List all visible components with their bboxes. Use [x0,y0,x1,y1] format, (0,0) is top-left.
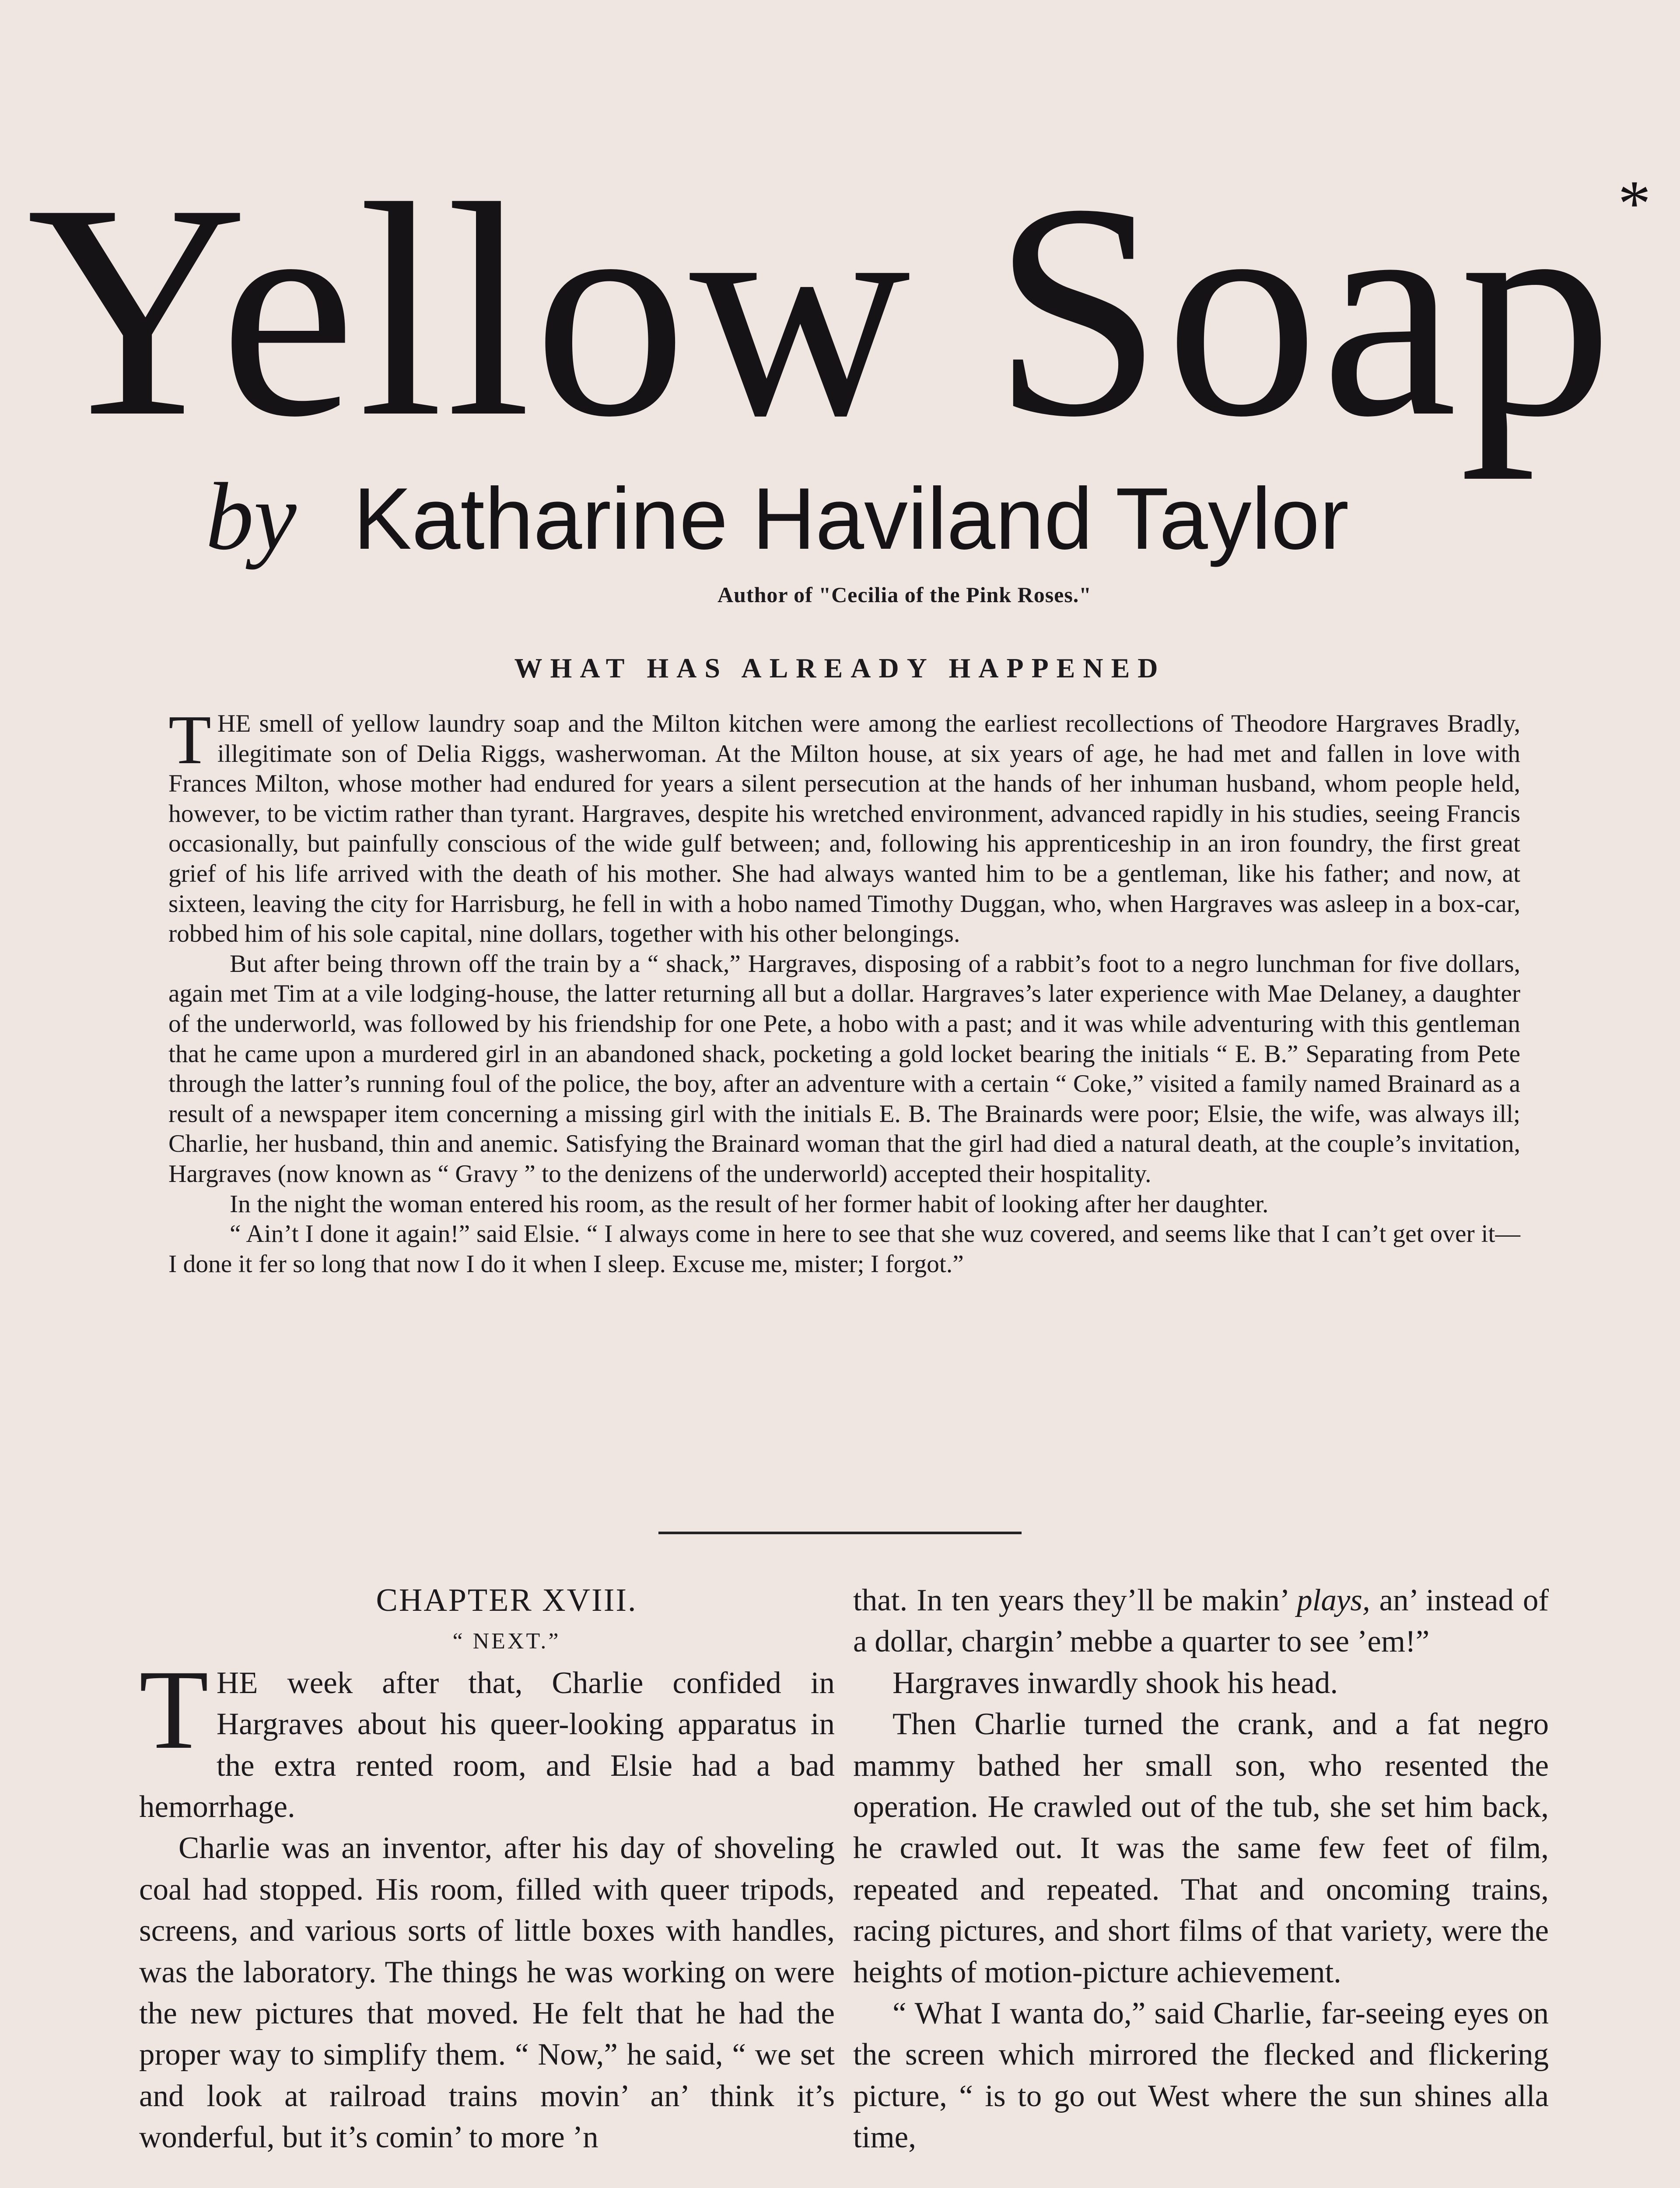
recap-paragraph: But after being thrown off the train by a “ shack,” Hargraves, disposing of a rabbit’s foot to a negro lunchman for five dollars, again met Tim at a vile lodging-house, the latter returning all but a dollar. Hargraves’s later experience with Mae Delaney, a daughter of the underworld, was followed by his friendship for one Pete, a hobo with a past; and it was while adventuring with this gentleman that he came upon a murdered girl in an abandoned shack, pocketing a gold locket bearing the initials “ E. B.” Separating from Pete through the latter’s running foul of the police, the boy, after an adventure with a certain “ Coke,” visited a family named Brainard as a result of a newspaper item concerning a missing girl with the initials E. B. The Brainards were poor; Elsie, the wife, was always ill; Charlie, her husband, thin and anemic. Satisfying the Brainard woman that the girl had died a natural death, at the couple’s invitation, Hargraves (now known as “ Gravy ” to the denizens of the underworld) accepted their hospitality. [168,950,1520,1188]
body-paragraph: Then Charlie turned the crank, and a fat negro mammy bathed her small son, who resented the operation. He crawled out of the tub, she set him back, he crawled out. It was the same few feet of film, repeated and repeated. That and oncoming trains, racing pictures, and short films of that variety, were the heights of motion-picture achievement. [853,1707,1549,1989]
recap-paragraph: In the night the woman entered his room, as the result of her former habit of looking after her daughter. [230,1190,1269,1218]
body-paragraph-text: HE week after that, Charlie confided in Hargraves about his queer-looking apparatus in the extra rented room, and Elsie had a bad hemorrhage. [139,1666,835,1824]
section-divider [658,1532,1022,1534]
author-name: Katharine Haviland Taylor [353,470,1349,568]
recap-synopsis [168,701,1520,1279]
recap-dropcap: T [168,701,211,778]
story-title-text: Yellow Soap [26,141,1616,480]
copyright-mark: * [1618,167,1654,240]
emphasis-text: plays, [1297,1583,1370,1617]
left-column [139,1580,835,2158]
story-title [0,141,1680,480]
body-paragraph: “ What I wanta do,” said Charlie, far-seeing eyes on the screen which mirrored the flecked and flickering picture, “ is to go out West where the sun shines alla time, [853,1996,1549,2155]
body-paragraph: Charlie was an inventor, after his day of shoveling coal had stopped. His room, filled with queer tripods, screens, and various sorts of little boxes with handles, was the laboratory. The things he was working on were the new pictures that moved. He felt that he had the proper way to simplify them. “ Now,” he said, “ we set and look at railroad trains movin’ an’ think it’s wonderful, but it’s comin’ to more ’n [139,1831,835,2155]
byline [206,463,1680,570]
body-paragraph-text: that. In ten years they’ll be makin’ [853,1583,1297,1617]
byline-by: by [206,463,297,570]
body-paragraph-text: an’ instead of a dollar, chargin’ mebbe a quarter to see ’em!” [853,1583,1549,1659]
right-column [853,1580,1549,2158]
recap-paragraph [168,701,1520,949]
chapter-dropcap: T [139,1646,209,1773]
recap-paragraph-text: HE smell of yellow laundry soap and the Milton kitchen were among the earliest recollections of Theodore Hargraves Bradly, illegitimate son of Delia Riggs, washerwoman. At the Milton house, at six years of age, he had met and fallen in love with Frances Milton, whose mother had endured for years a silent persecution at the hands of her inhuman husband, whom people held, however, to be victim rather than tyrant. Hargraves, despite his wretched environment, advanced rapidly in his studies, seeing Francis occasionally, but painfully conscious of the wide gulf between; and, following his apprenticeship in an iron foundry, the first great grief of his life arrived with the death of his mother. She had always wanted him to be a gentleman, like his father; and now, at sixteen, leaving the city for Harrisburg, he fell in with a hobo named Timothy Duggan, who, when Hargraves was asleep in a box-car, robbed him of his sole capital, nine dollars, together with his other belongings. [168,710,1520,948]
body-paragraph [139,1646,835,1828]
chapter-title: CHAPTER XVIII. [376,1582,637,1618]
body-paragraph [853,1580,1549,1662]
body-paragraph: Hargraves inwardly shook his head. [892,1666,1338,1700]
author-credits: Author of "Cecilia of the Pink Roses." [718,582,1092,607]
recap-paragraph: “ Ain’t I done it again!” said Elsie. “ I always come in here to see that she wuz covered, and seems like that I can’t get over it—I done it fer so long that now I do it when I sleep. Excuse me, mister; I forgot.” [168,1220,1520,1278]
recap-heading: WHAT HAS ALREADY HAPPENED [514,652,1166,684]
chapter-subtitle: “ NEXT.” [452,1629,561,1654]
